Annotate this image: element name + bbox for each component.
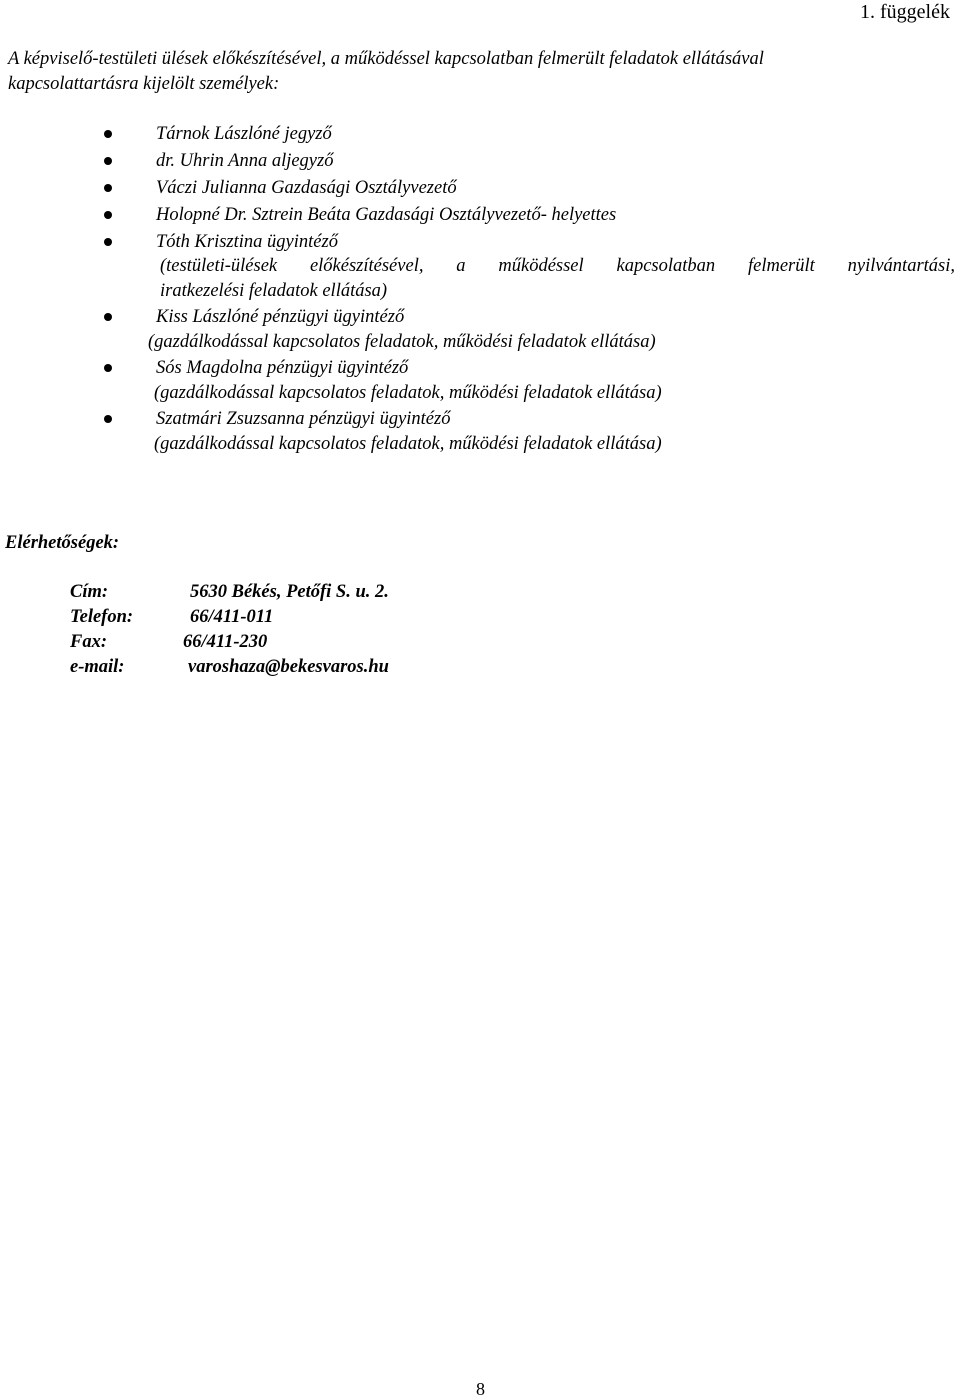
person-name: Szatmári Zsuzsanna pénzügyi ügyintéző [156,409,451,429]
bullet-icon [104,130,112,138]
contact-label: Cím: [70,582,109,602]
person-duties: (gazdálkodással kapcsolatos feladatok, működési feladatok ellátása) [148,332,656,352]
person-name: Sós Magdolna pénzügyi ügyintéző [156,358,409,378]
bullet-icon [104,415,112,423]
contact-label: Telefon: [70,607,134,627]
appendix-label: 1. függelék [860,1,950,23]
bullet-icon [104,184,112,192]
bullet-icon [104,364,112,372]
person-name: Váczi Julianna Gazdasági Osztályvezető [156,178,457,198]
person-name: Tóth Krisztina ügyintéző [156,232,338,252]
bullet-icon [104,238,112,246]
person-duties: iratkezelési feladatok ellátása) [160,281,388,301]
bullet-icon [104,211,112,219]
contact-value: 66/411-011 [190,607,274,627]
person-name: Kiss Lászlóné pénzügyi ügyintéző [156,307,405,327]
email-link[interactable]: varoshaza@bekesvaros.hu [188,657,389,677]
contact-label: Fax: [70,632,107,652]
intro-line-1: A képviselő-testületi ülések előkészítésével, a működéssel kapcsolatban felmerült feladatok ellátásával [8,49,764,69]
page-number: 8 [476,1379,485,1399]
person-duties: (testületi-ülések előkészítésével, a működéssel kapcsolatban felmerült nyilvántartási, [160,256,955,276]
contact-value: 5630 Békés, Petőfi S. u. 2. [190,582,389,602]
person-name: Holopné Dr. Sztrein Beáta Gazdasági Osztályvezető- helyettes [156,205,617,225]
contact-value: 66/411-230 [183,632,268,652]
contacts-heading: Elérhetőségek: [5,533,120,553]
contact-label: e-mail: [70,657,125,677]
person-duties: (gazdálkodással kapcsolatos feladatok, működési feladatok ellátása) [154,383,662,403]
bullet-icon [104,157,112,165]
intro-line-2: kapcsolattartásra kijelölt személyek: [8,74,280,94]
person-duties: (gazdálkodással kapcsolatos feladatok, működési feladatok ellátása) [154,434,662,454]
person-name: Tárnok Lászlóné jegyző [156,124,332,144]
bullet-icon [104,313,112,321]
person-name: dr. Uhrin Anna aljegyző [156,151,334,171]
